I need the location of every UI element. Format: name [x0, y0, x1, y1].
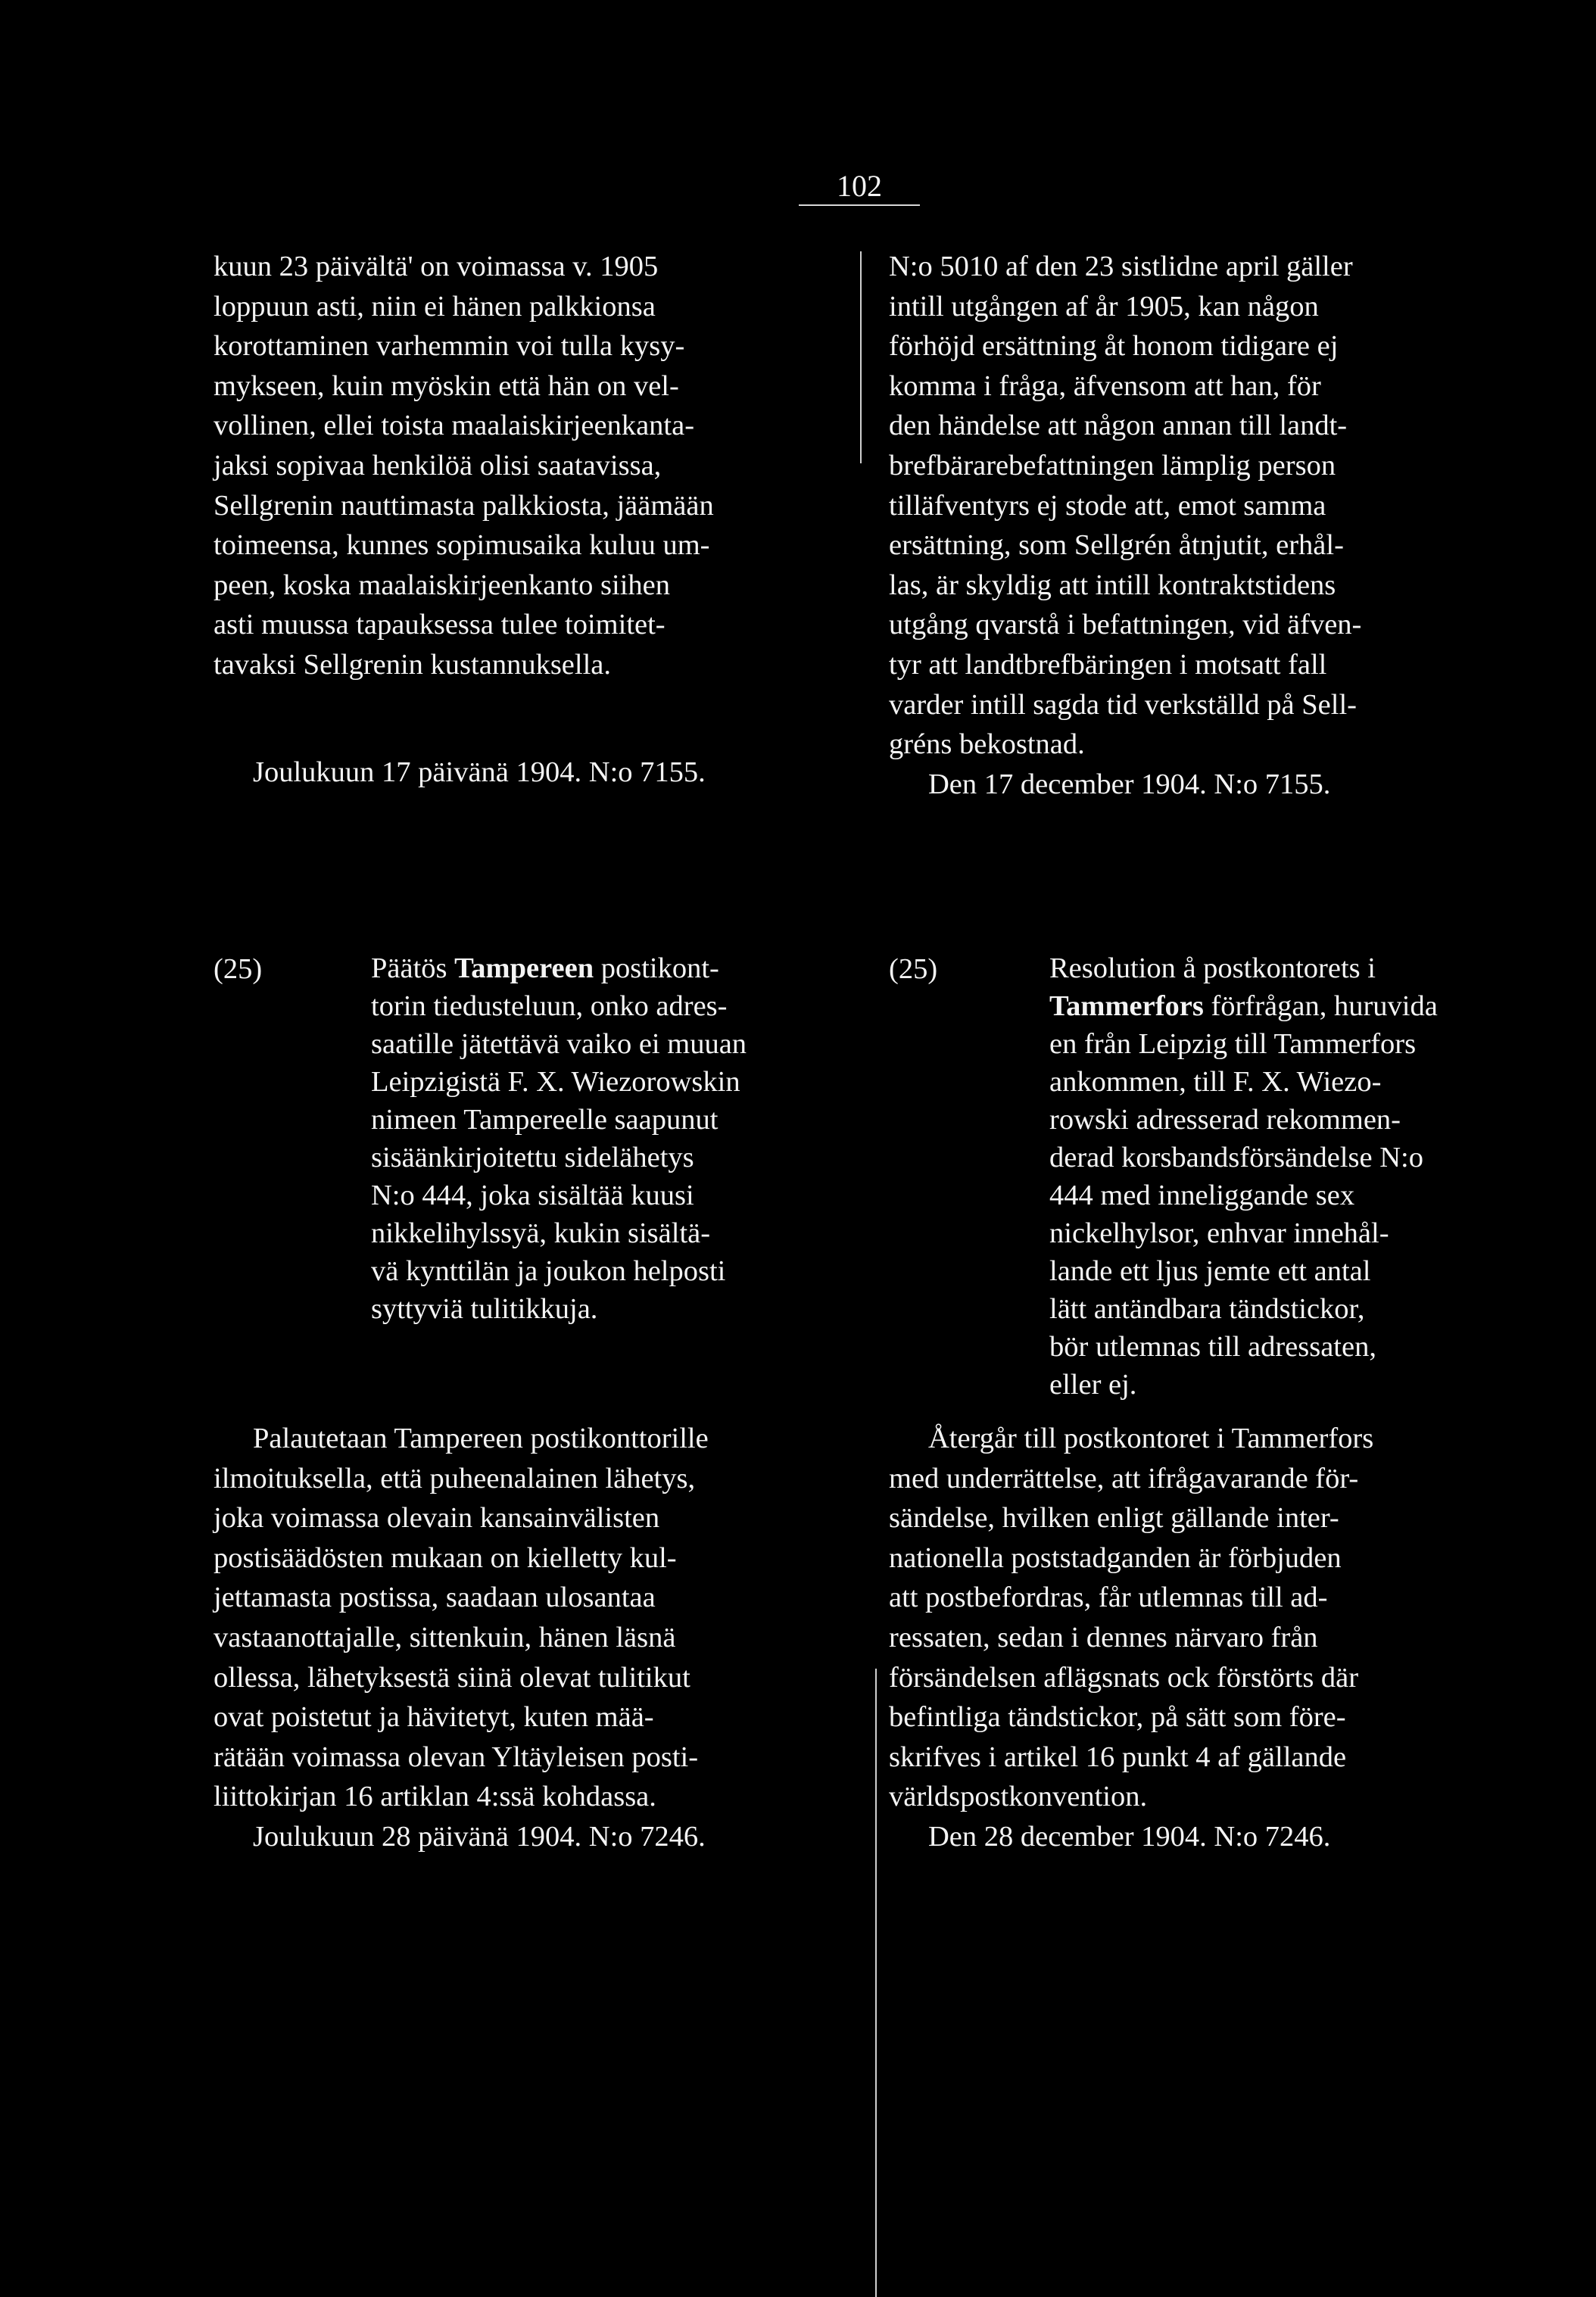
text-line: loppuun asti, niin ei hänen palkkionsa: [214, 290, 656, 323]
finnish-date-top-wrap: [214, 753, 846, 793]
text-line: skrifves i artikel 16 punkt 4 af gällande: [889, 1741, 1347, 1773]
heading-line: [1049, 987, 1523, 1025]
heading-line: en från Leipzig till Tammerfors: [1049, 1028, 1417, 1060]
heading-suffix: postikont-: [594, 952, 719, 984]
heading-line: N:o 444, joka sisältää kuusi: [371, 1180, 694, 1211]
date-line: Joulukuun 28 päivänä 1904. N:o 7246.: [253, 1820, 706, 1853]
place-name-bold: Tammerfors: [1049, 990, 1204, 1022]
text-line: N:o 5010 af den 23 sistlidne april gäller: [889, 251, 1353, 282]
swedish-heading: [1049, 949, 1523, 1404]
text-line: kuun 23 päivältä' on voimassa v. 1905: [214, 251, 659, 282]
text-line: ilmoituksella, että puheenalainen lähetys,: [214, 1462, 696, 1494]
text-line: utgång qvarstå i befattningen, vid äfven-: [889, 609, 1362, 641]
text-line: toimeensa, kunnes sopimusaika kuluu um-: [214, 529, 710, 562]
heading-line: 444 med inneliggande sex: [1049, 1180, 1355, 1211]
date-line: Den 17 december 1904. N:o 7155.: [928, 768, 1331, 800]
text-line: varder intill sagda tid verkställd på Sell-: [889, 688, 1357, 721]
heading-line: ankommen, till F. X. Wiezo-: [1049, 1066, 1382, 1098]
text-line: försändelsen aflägsnats ock förstörts där: [889, 1661, 1359, 1694]
heading-line: derad korsbandsförsändelse N:o: [1049, 1142, 1423, 1173]
text-line: ovat poistetut ja hävitetyt, kuten mää-: [214, 1701, 654, 1734]
text-line: jaksi sopivaa henkilöä olisi saatavissa,: [214, 449, 662, 482]
text-line: med underrättelse, att ifrågavarande för-: [889, 1462, 1359, 1494]
text-line: korottaminen varhemmin voi tulla kysy-: [214, 330, 685, 363]
heading-line: Leipzigistä F. X. Wiezorowskin: [371, 1066, 740, 1098]
text-line: vastaanottajalle, sittenkuin, hänen läsnä: [214, 1621, 676, 1653]
text-line: gréns bekostnad.: [889, 728, 1085, 761]
finnish-heading: [371, 949, 845, 1328]
text-line: peen, koska maalaiskirjeenkanto siihen: [214, 569, 670, 601]
text-line: Sellgrenin nauttimasta palkkiosta, jäämään: [214, 489, 714, 522]
text-line: ollessa, lähetyksestä siinä olevat tulitikut: [214, 1661, 690, 1694]
heading-line: lätt antändbara tändstickor,: [1049, 1293, 1365, 1325]
heading-line: bör utlemnas till adressaten,: [1049, 1331, 1376, 1363]
text-line: Återgår till postkontoret i Tammerfors: [928, 1423, 1374, 1454]
text-line: asti muussa tapauksessa tulee toimitet-: [214, 609, 666, 641]
text-line: tyr att landtbrefbäringen i motsatt fall: [889, 648, 1327, 681]
text-line: Palautetaan Tampereen postikonttorille: [253, 1423, 709, 1454]
heading-line: syttyviä tulitikkuja.: [371, 1293, 598, 1325]
text-line: nationella poststadganden är förbjuden: [889, 1541, 1342, 1574]
text-line: joka voimassa olevain kansainvälisten: [214, 1502, 660, 1535]
text-line: förhöjd ersättning åt honom tidigare ej: [889, 330, 1339, 363]
text-line: världspostkonvention.: [889, 1781, 1148, 1813]
heading-line: Resolution å postkontorets i: [1049, 952, 1376, 984]
text-line: vollinen, ellei toista maalaiskirjeenkanta-: [214, 410, 695, 442]
heading-prefix: Päätös: [371, 952, 455, 984]
page-number: 102: [799, 168, 920, 206]
text-line: rätään voimassa olevan Yltäyleisen posti-: [214, 1741, 699, 1773]
text-line: komma i fråga, äfvensom att han, för: [889, 369, 1321, 402]
text-line: ressaten, sedan i dennes närvaro från: [889, 1621, 1318, 1653]
heading-suffix: förfrågan, huruvida: [1203, 990, 1438, 1022]
heading-line: sisäänkirjoitettu sidelähetys: [371, 1142, 694, 1173]
heading-line: lande ett ljus jemte ett antal: [1049, 1255, 1371, 1287]
item-number-sv: (25): [889, 953, 938, 985]
text-line: liittokirjan 16 artiklan 4:ssä kohdassa.: [214, 1781, 656, 1813]
swedish-body: [889, 1419, 1522, 1857]
text-line: brefbärarebefattningen lämplig person: [889, 449, 1336, 482]
heading-line: saatille jätettävä vaiko ei muuan: [371, 1028, 747, 1060]
text-line: tavaksi Sellgrenin kustannuksella.: [214, 648, 611, 681]
text-line: jettamasta postissa, saadaan ulosantaa: [214, 1582, 656, 1614]
swedish-column-top: [889, 247, 1522, 804]
column-divider: [860, 251, 862, 463]
finnish-body: [214, 1419, 846, 1857]
date-line: Den 28 december 1904. N:o 7246.: [928, 1820, 1331, 1853]
heading-line: vä kynttilän ja joukon helposti: [371, 1255, 726, 1287]
text-line: las, är skyldig att intill kontraktstidens: [889, 569, 1336, 601]
heading-line: eller ej.: [1049, 1369, 1137, 1401]
heading-line: nimeen Tampereelle saapunut: [371, 1104, 719, 1136]
text-line: sändelse, hvilken enligt gällande inter-: [889, 1502, 1339, 1535]
text-line: postisäädösten mukaan on kielletty kul-: [214, 1541, 677, 1574]
heading-line: rowski adresserad rekommen-: [1049, 1104, 1401, 1136]
text-line: den händelse att någon annan till landt-: [889, 410, 1348, 442]
item-number-fi: (25): [214, 953, 263, 985]
text-line: att postbefordras, får utlemnas till ad-: [889, 1582, 1328, 1614]
finnish-column-top: [214, 247, 846, 685]
text-line: ersättning, som Sellgrén åtnjutit, erhål-: [889, 529, 1344, 562]
place-name-bold: Tampereen: [454, 952, 594, 984]
heading-line: nickelhylsor, enhvar innehål-: [1049, 1217, 1389, 1249]
heading-line: torin tiedusteluun, onko adres-: [371, 990, 728, 1022]
heading-line: [371, 949, 845, 987]
column-divider-lower: [875, 1669, 877, 2297]
date-line: Joulukuun 17 päivänä 1904. N:o 7155.: [253, 756, 706, 788]
text-line: mykseen, kuin myöskin että hän on vel-: [214, 369, 679, 402]
text-line: befintliga tändstickor, på sätt som före-: [889, 1701, 1346, 1734]
text-line: tilläfventyrs ej stode att, emot samma: [889, 489, 1326, 522]
text-line: intill utgången af år 1905, kan någon: [889, 290, 1319, 323]
heading-line: nikkelihylssyä, kukin sisältä-: [371, 1217, 711, 1249]
